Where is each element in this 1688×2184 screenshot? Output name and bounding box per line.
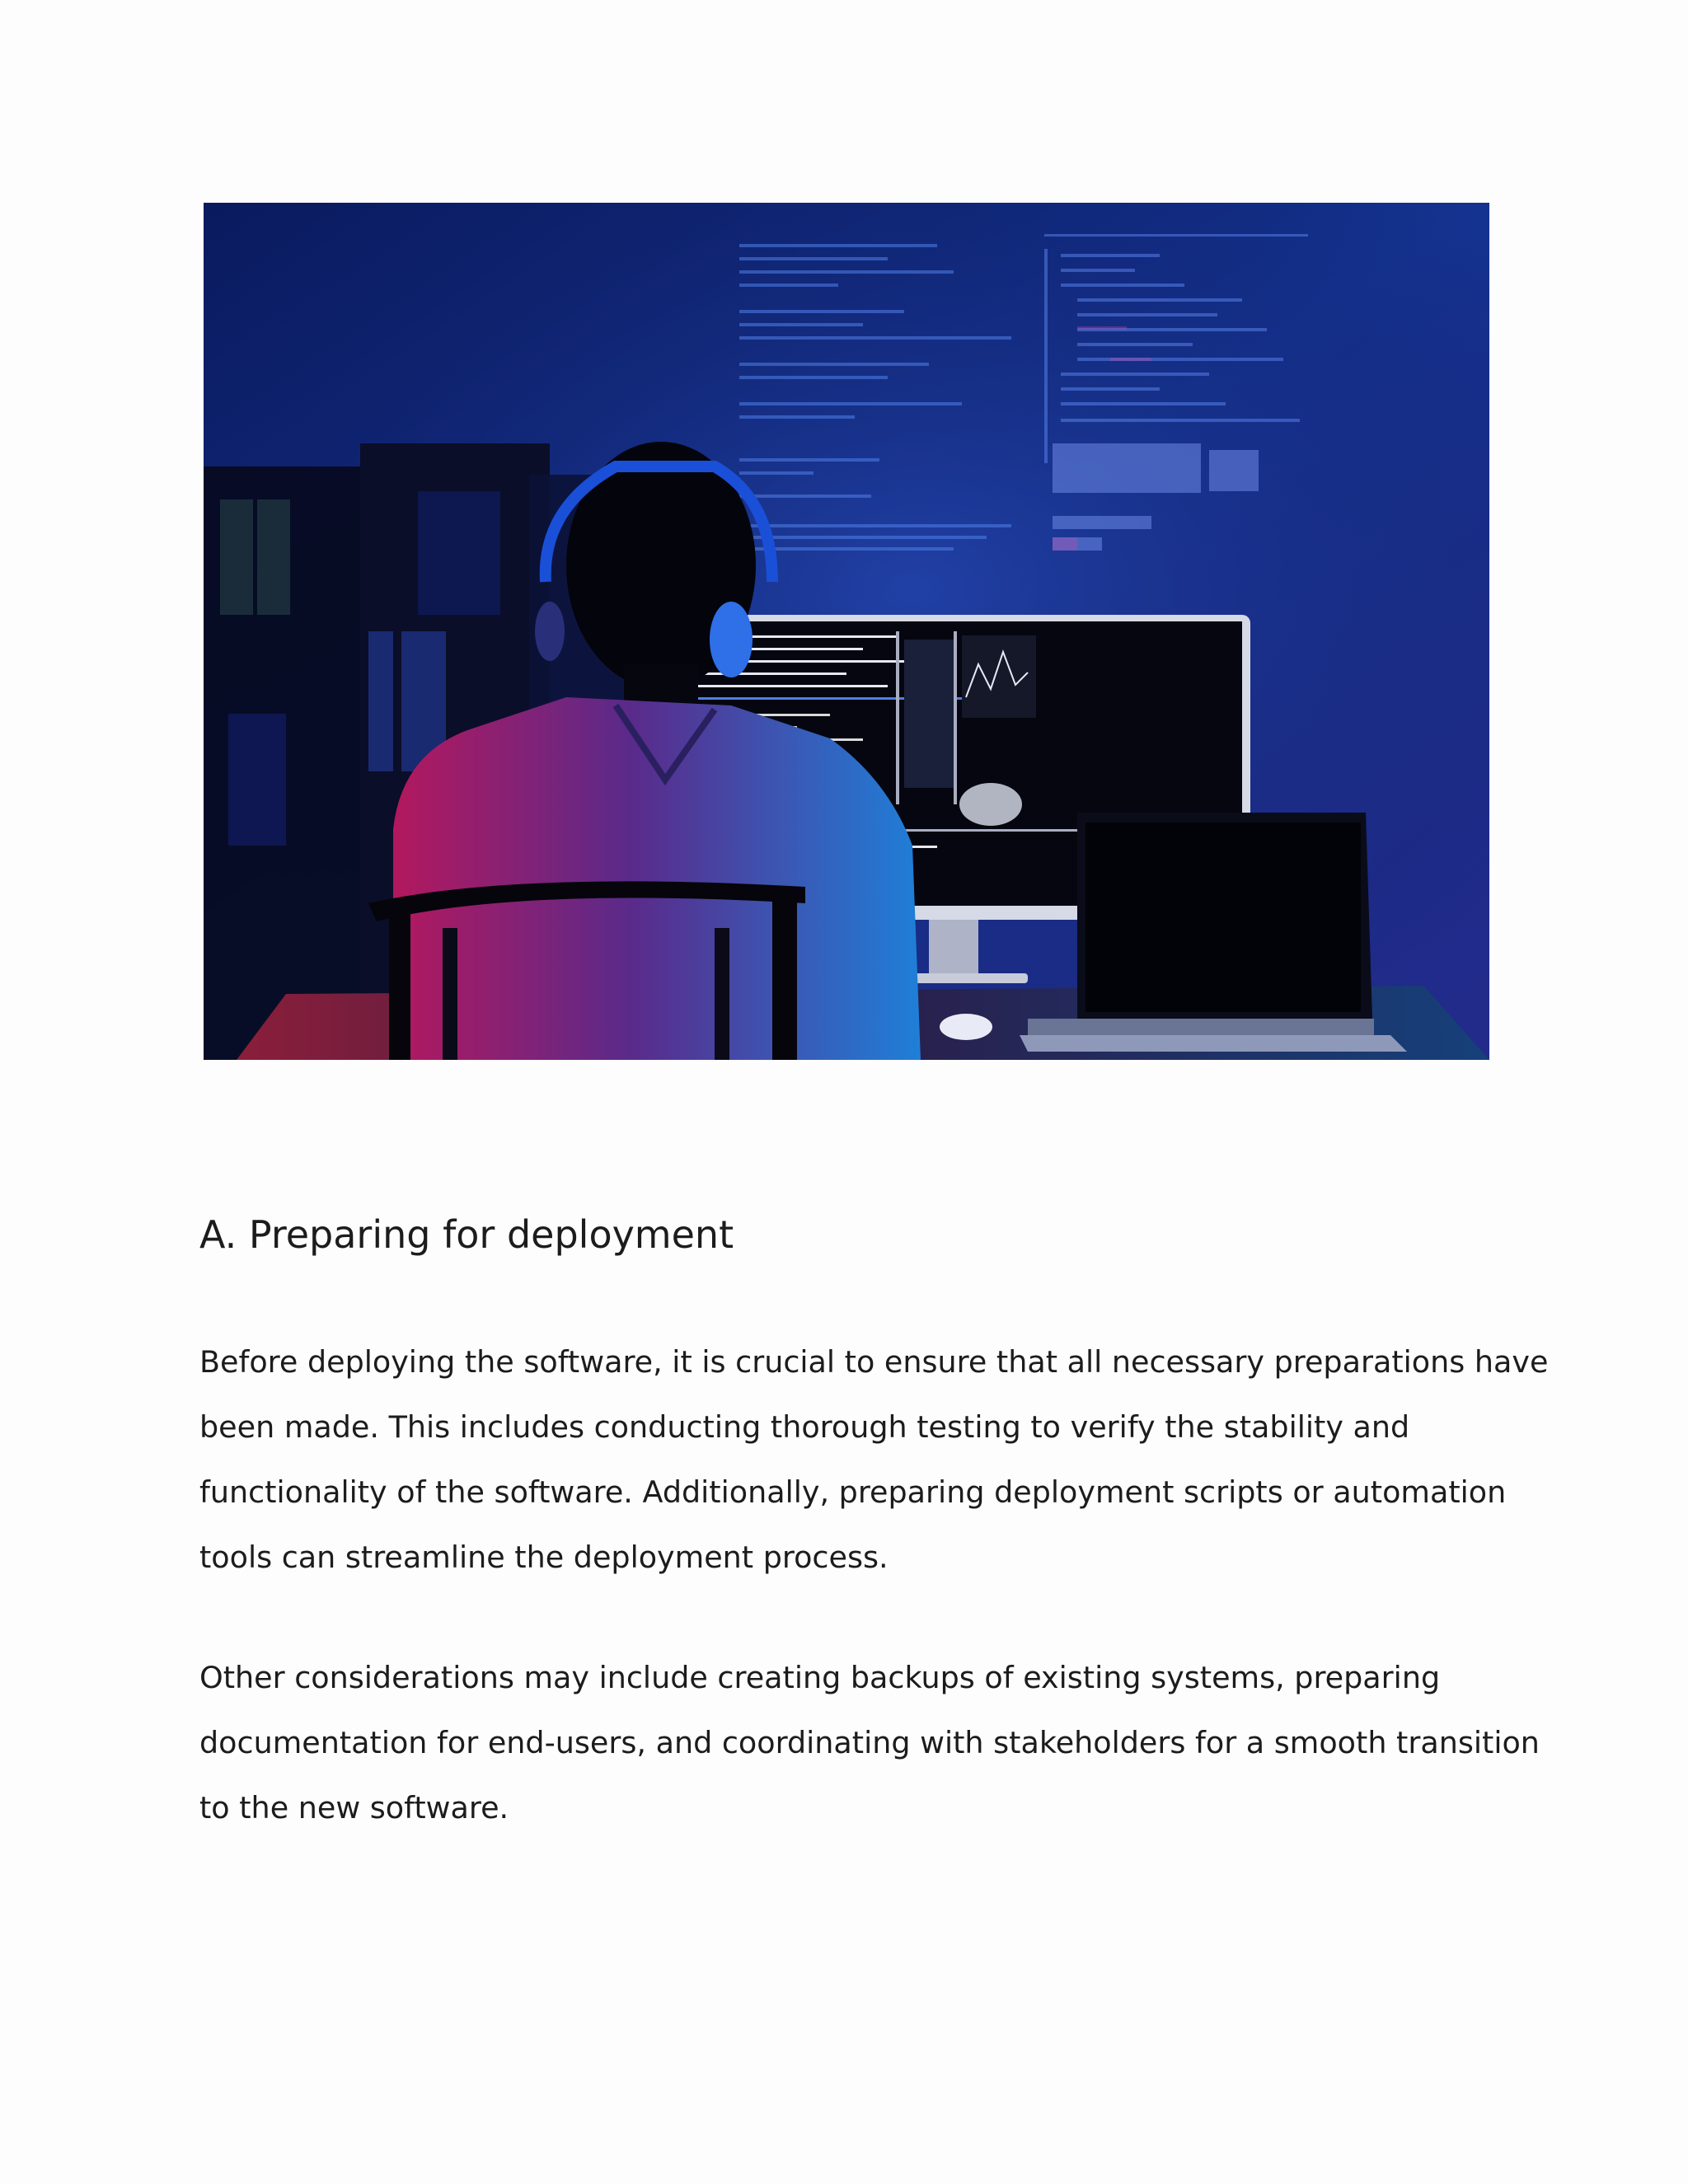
photo-illustration [204,203,1489,1060]
paragraph-line: Before deploying the software, it is crucial to ensure that all necessary preparations have [199,1344,1549,1380]
paragraph-line: Other considerations may include creating backups of existing systems, preparing [199,1660,1441,1695]
paragraph-line: documentation for end-users, and coordinating with stakeholders for a smooth transition [199,1725,1540,1760]
paragraph-line: been made. This includes conducting thorough testing to verify the stability and [199,1409,1410,1445]
paragraph-line: functionality of the software. Additionally, preparing deployment scripts or automation [199,1474,1507,1510]
section-heading: A. Preparing for deployment [199,1212,734,1257]
paragraph-line: to the new software. [199,1790,509,1825]
paragraph-deployment-preparations [199,1329,1549,1590]
paragraph-line: tools can streamline the deployment process. [199,1540,889,1575]
paragraph-other-considerations [199,1645,1540,1840]
programmer-at-desk-photo [204,203,1489,1060]
